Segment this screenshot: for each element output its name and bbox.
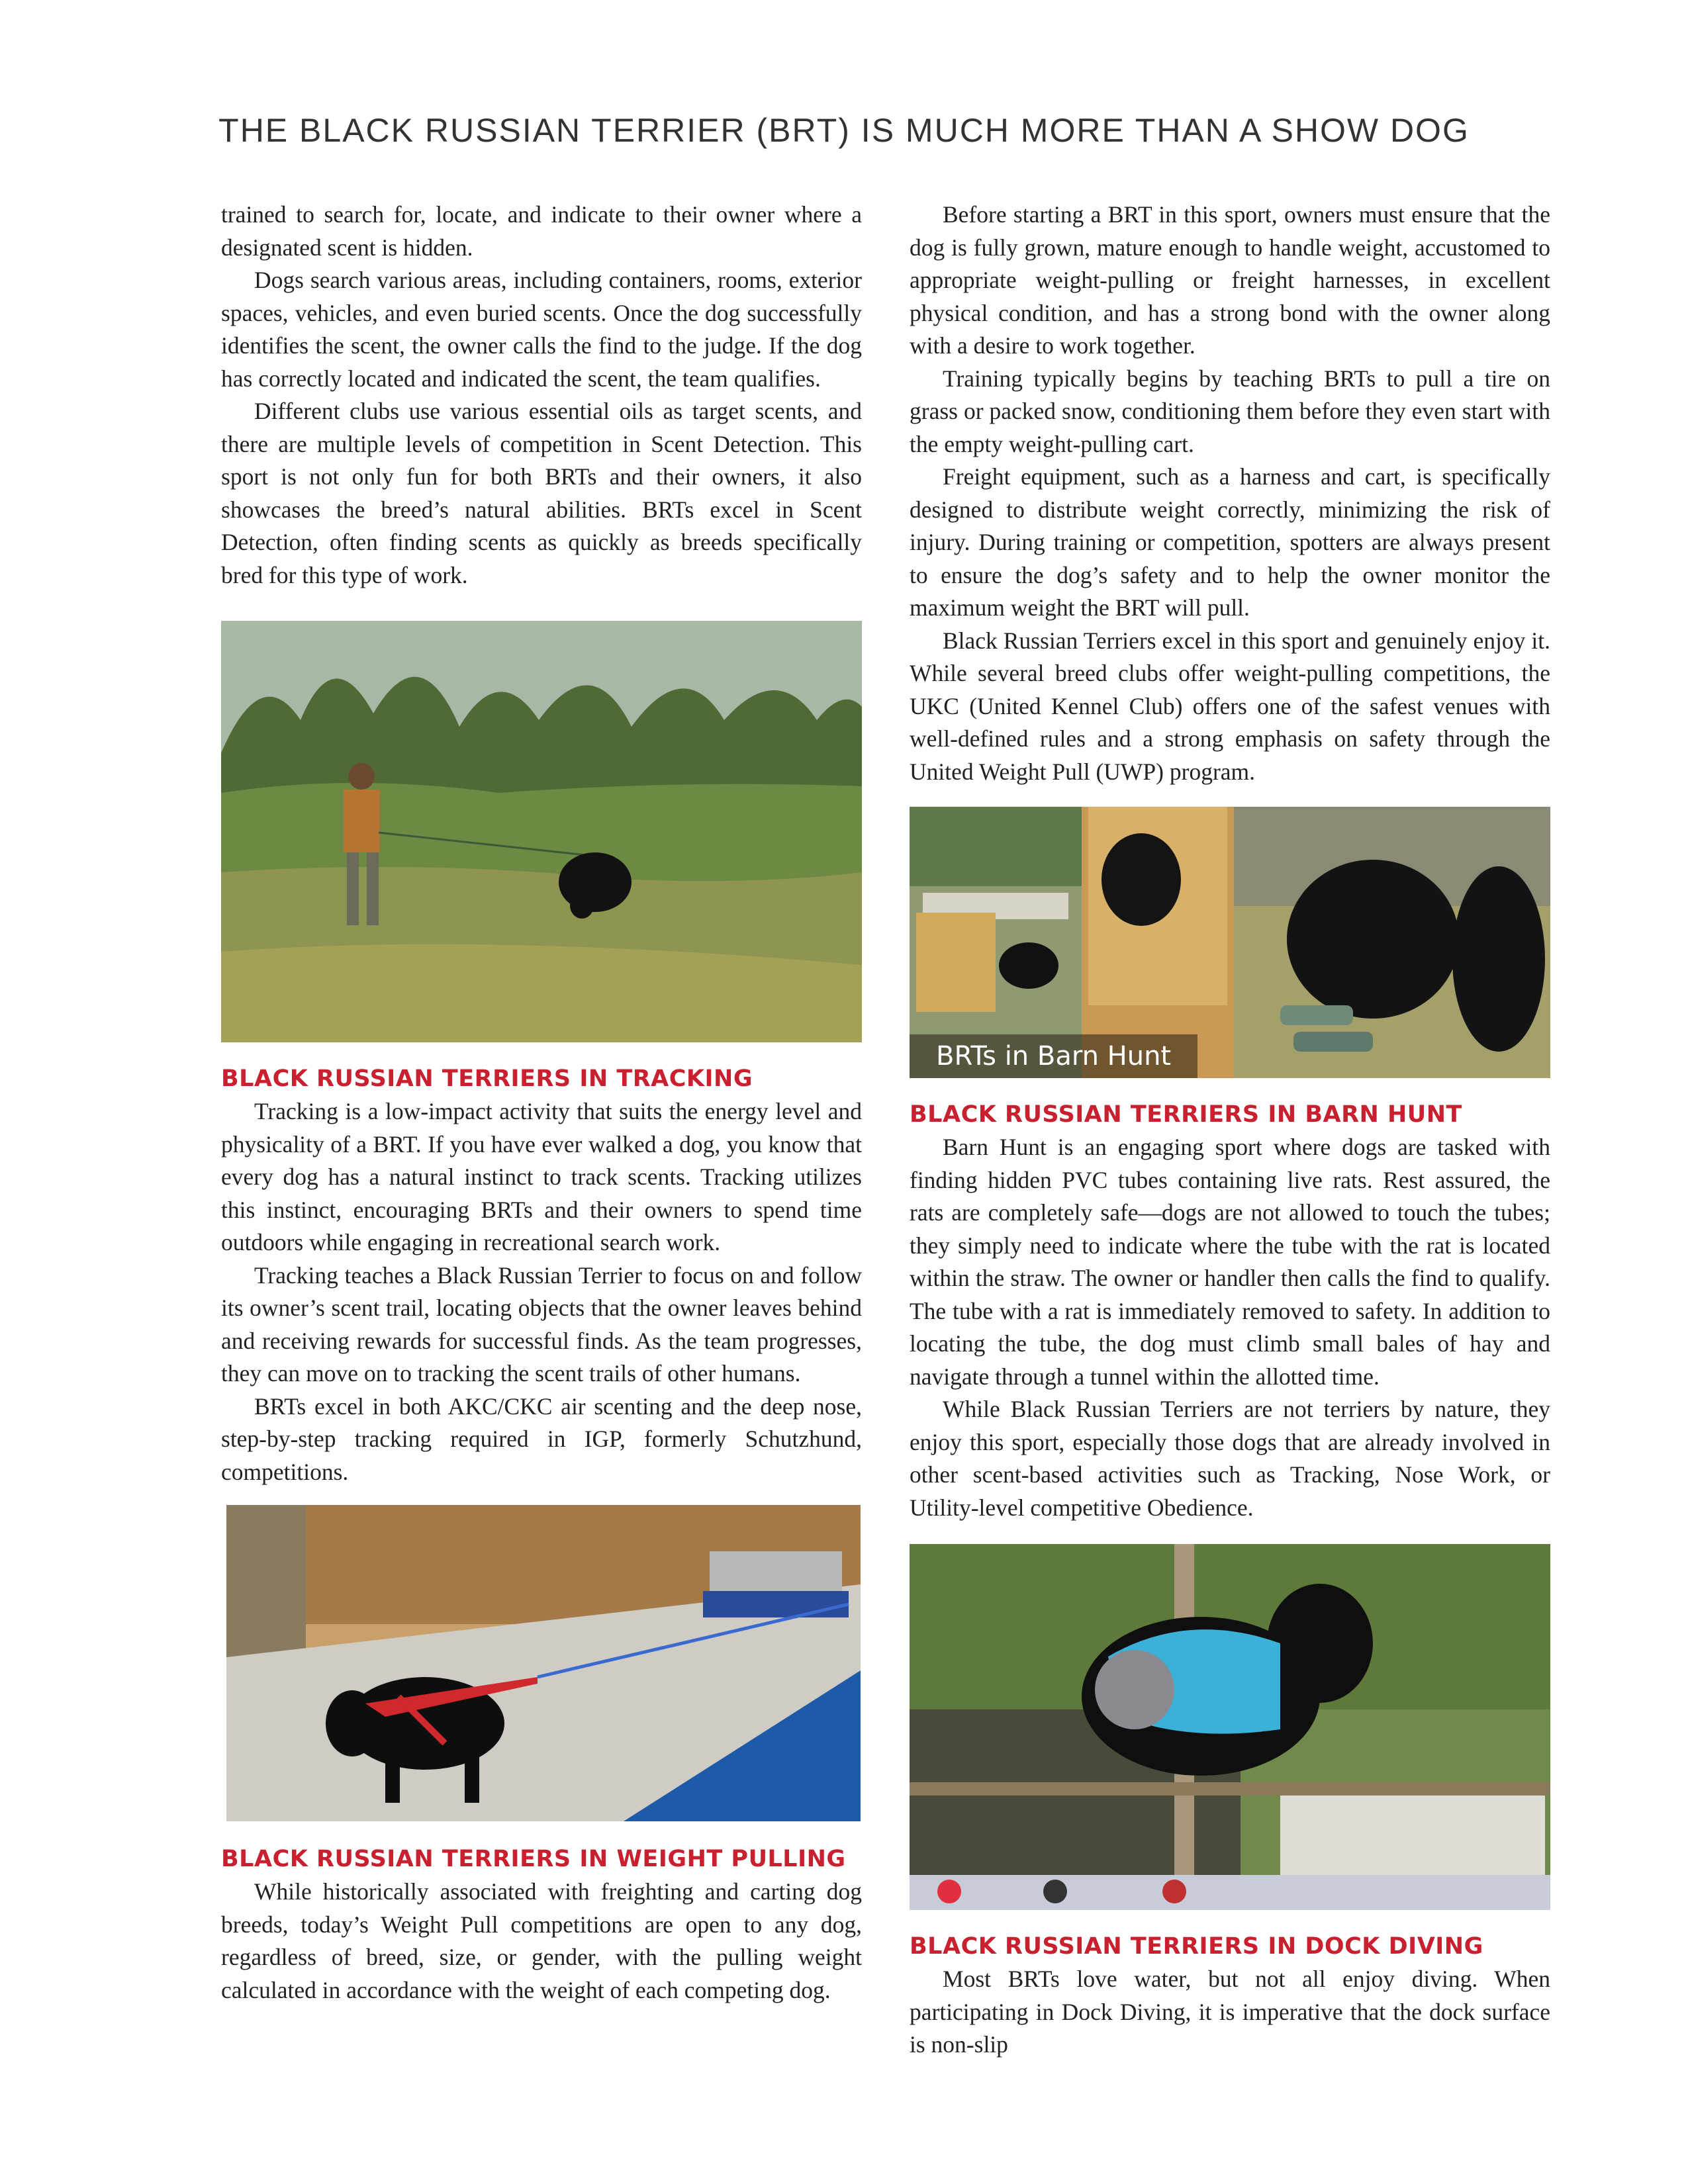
barn-hunt-photo: [910, 807, 1550, 1078]
right-column: [910, 199, 1550, 2062]
body-paragraph: Tracking is a low-impact activity that suits the energy level and physicality of a BRT. If you have ever walked a dog, you know that every dog has a natural instinct to track scents. Tracking utilizes this instinct, encouraging BRTs and their owners to spend time outdoors while engaging in recreational search work.: [221, 1098, 862, 1255]
dock-diving-photo-image: [910, 1544, 1550, 1910]
body-paragraph: Dogs search various areas, including containers, rooms, exterior spaces, vehicles, and even buried scents. Once the dog successfully identifies the scent, the owner calls the find to the judge. If the dog has correctly located and indicated the scent, the team qualifies.: [221, 267, 862, 392]
body-paragraph: Black Russian Terriers excel in this sport and genuinely enjoy it. While several breed clubs offer weight-pulling competitions, the UKC (United Kennel Club) offers one of the safest venues with well-defined rules and a strong emphasis on safety through the United Weight Pull (UWP) program.: [910, 627, 1550, 785]
body-paragraph: Different clubs use various essential oils as target scents, and there are multiple levels of competition in Scent Detection. This sport is not only fun for both BRTs and their owners, it also showcases the breed’s natural abilities. BRTs excel in Scent Detection, often finding scents as quickly as breeds specifically bred for this type of work.: [221, 398, 862, 588]
body-paragraph: trained to search for, locate, and indicate to their owner where a designated scent is hidden.: [221, 201, 862, 261]
tracking-heading: BLACK RUSSIAN TERRIERS IN TRACKING: [221, 1066, 753, 1092]
body-paragraph: Tracking teaches a Black Russian Terrier to focus on and follow its owner’s scent trail, locating objects that the owner leaves behind and receiving rewards for successful finds. As the team progresses, they can move on to tracking the scent trails of other humans.: [221, 1261, 862, 1387]
dock-diving-photo: [910, 1544, 1550, 1910]
body-paragraph: While historically associated with freighting and carting dog breeds, today’s Weight Pull competitions are open to any dog, regardless of breed, size, or gender, with the pulling weight calculated in accordance with the weight of each competing dog.: [221, 1878, 862, 2003]
body-paragraph: Freight equipment, such as a harness and cart, is specifically designed to distribute weight correctly, minimizing the risk of injury. During training or competition, spotters are always present to ensure the dog’s safety and to help the owner monitor the maximum weight the BRT will pull.: [910, 463, 1550, 621]
weight-pulling-photo: [226, 1505, 861, 1821]
dock-diving-heading: BLACK RUSSIAN TERRIERS IN DOCK DIVING: [910, 1933, 1483, 1960]
tracking-photo-image: [221, 621, 862, 1042]
body-paragraph: Barn Hunt is an engaging sport where dogs are tasked with finding hidden PVC tubes containing live rats. Rest assured, the rats are completely safe—dogs are not allowed to touch the tubes; they simply need to indicate where the tube with the rat is located within the straw. The owner or handler then calls the find to qualify. The tube with a rat is immediately removed to safety. In addition to locating the tube, the dog must climb small bales of hay and navigate through a tunnel within the allotted time.: [910, 1134, 1550, 1390]
body-paragraph: BRTs excel in both AKC/CKC air scenting and the deep nose, step-by-step tracking required in IGP, formerly Schutzhund, competitions.: [221, 1392, 862, 1485]
weight-pulling-photo-image: [226, 1505, 861, 1821]
body-paragraph: Training typically begins by teaching BRTs to pull a tire on grass or packed snow, conditioning them before they even start with the empty weight-pulling cart.: [910, 365, 1550, 457]
body-paragraph: While Black Russian Terriers are not terriers by nature, they enjoy this sport, especially those dogs that are already involved in other scent-based activities such as Tracking, Nose Work, or Utility-level competitive Obedience.: [910, 1396, 1550, 1521]
barn-hunt-heading: BLACK RUSSIAN TERRIERS IN BARN HUNT: [910, 1101, 1462, 1128]
barn-hunt-photo-caption: BRTs in Barn Hunt: [910, 1034, 1197, 1078]
weight-pulling-heading: BLACK RUSSIAN TERRIERS IN WEIGHT PULLING: [221, 1846, 846, 1872]
page-header-title: THE BLACK RUSSIAN TERRIER (BRT) IS MUCH MORE THAN A SHOW DOG: [218, 112, 1470, 149]
tracking-photo: [221, 621, 862, 1042]
left-column: [221, 199, 862, 2007]
body-paragraph: Most BRTs love water, but not all enjoy diving. When participating in Dock Diving, it is imperative that the dock surface is non-slip: [910, 1966, 1550, 2058]
body-paragraph: Before starting a BRT in this sport, owners must ensure that the dog is fully grown, mature enough to handle weight, accustomed to appropriate weight-pulling or freight harnesses, in excellent physical condition, and has a strong bond with the owner along with a desire to work together.: [910, 201, 1550, 359]
